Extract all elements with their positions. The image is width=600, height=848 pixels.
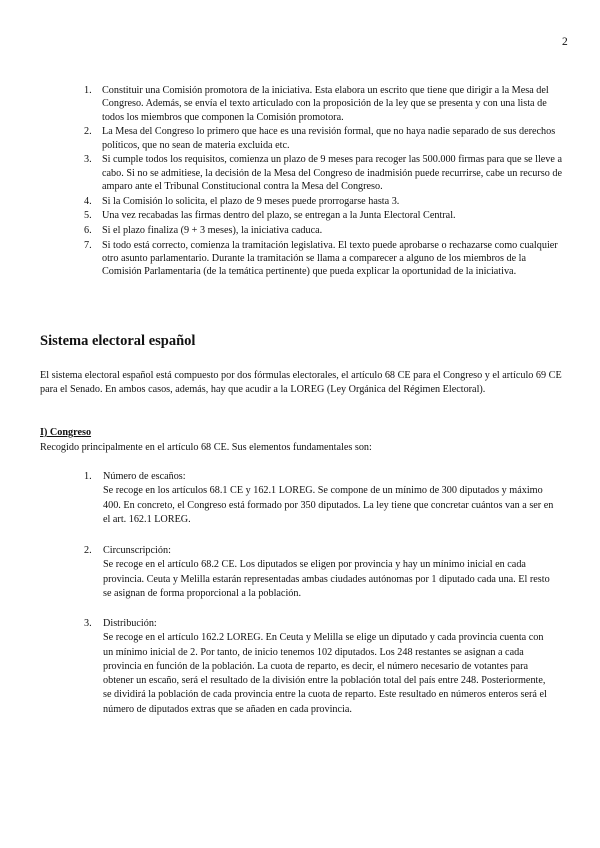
list-item-text: Si la Comisión lo solicita, el plazo de 9 meses puede prorrogarse hasta 3. — [102, 195, 400, 207]
item-number: 2. — [84, 545, 92, 556]
list-item-number: 1. — [84, 85, 92, 96]
list-item-number: 2. — [84, 126, 92, 138]
list-item — [82, 153, 562, 193]
list-item — [82, 84, 562, 124]
list-item-text: La Mesa del Congreso lo primero que hace es una revisión formal, que no haya nadie separado de sus derechos políticos, que no sean de materia excluida etc. — [102, 126, 556, 151]
item-body: Se recoge en el artículo 162.2 LOREG. En Ceuta y Melilla se elige un diputado y cada provincia cuenta con un mínimo inicial de 2. Por tanto, de inicio tenemos 102 diputados. Los 248 restantes se asignan a cada provincia en función de la población. La cuota de reparto, es decir, el número necesario de votantes para obtener un escaño, será el resultado de la división entre la población total del país entre 248. Posteriormente, se dividirá la población de cada provincia entre la cuota de reparto. Este resultado en números enteros será el número de diputados extras que se añaden en cada provincia. — [103, 632, 547, 715]
item-title: Distribución: — [103, 618, 157, 629]
item-title: Circunscripción: — [103, 545, 171, 556]
initiative-steps-list — [82, 84, 562, 280]
item-body: Se recoge en el artículo 68.2 CE. Los diputados se eligen por provincia y hay un mínimo inicial en cada provincia. Ceuta y Melilla estarán representadas ambas ciudades autónomas por 1 diputado cada una. El resto se asignan de forma proporcional a la población. — [103, 559, 550, 599]
list-item-text: Una vez recabadas las firmas dentro del plazo, se entregan a la Junta Electoral Central. — [102, 210, 456, 222]
list-item — [82, 209, 562, 222]
list-item-text: Constituir una Comisión promotora de la iniciativa. Esta elabora un escrito que tiene que dirigir a la Mesa del Congreso. Además, se envía el texto articulado con la proposición de la ley que se presenta y con una lista de todos los miembros que componen la Comisión promotora. — [102, 85, 549, 123]
list-item-number: 4. — [84, 195, 92, 207]
item-number: 3. — [84, 618, 92, 629]
item-title: Número de escaños: — [103, 471, 186, 482]
section-title: Sistema electoral español — [40, 333, 196, 349]
list-item — [82, 224, 562, 237]
list-item-text: Si cumple todos los requisitos, comienza un plazo de 9 meses para recoger las 500.000 firmas para que se lleve a cabo. Si no se admitiese, la decisión de la Mesa del Congreso de inadmisión puede recurrirse, cabe un recurso de amparo ante el Tribunal Constitucional contra la Mesa del Congreso. — [102, 154, 562, 192]
list-item-number: 3. — [84, 154, 92, 166]
list-item-number: 7. — [84, 239, 92, 251]
subsection-title: I) Congreso — [40, 427, 92, 438]
list-item — [82, 239, 562, 279]
list-item-number: 5. — [84, 210, 92, 222]
list-item-text: Si el plazo finaliza (9 + 3 meses), la iniciativa caduca. — [102, 224, 323, 236]
list-item — [82, 195, 562, 208]
list-item-text: Si todo está correcto, comienza la tramitación legislativa. El texto puede aprobarse o rechazarse como cualquier otro asunto parlamentario. Durante la tramitación se llama a comparecer a alguno de los miembros de la Comisión Parlamentaria (de la temática pertinente) que pueda explicar la oportunidad de la iniciativa. — [102, 239, 558, 278]
list-item-number: 6. — [84, 224, 92, 236]
subsection-intro: Recogido principalmente en el artículo 68 CE. Sus elementos fundamentales son: — [40, 442, 372, 453]
item-body: Se recoge en los artículos 68.1 CE y 162.1 LOREG. Se compone de un mínimo de 300 diputados y máximo 400. En concreto, el Congreso está formado por 350 diputados. La ley tiene que concretar cuántos van a ser en el art. 162.1 LOREG. — [103, 485, 554, 525]
page-number: 2 — [562, 36, 568, 48]
section-intro: El sistema electoral español está compuesto por dos fórmulas electorales, el artículo 68 CE para el Congreso y el artículo 69 CE para el Senado. En ambos casos, además, hay que acudir a la LOREG (Ley Orgánica del Régimen Electoral). — [40, 370, 562, 396]
list-item — [82, 125, 562, 152]
item-number: 1. — [84, 471, 92, 482]
